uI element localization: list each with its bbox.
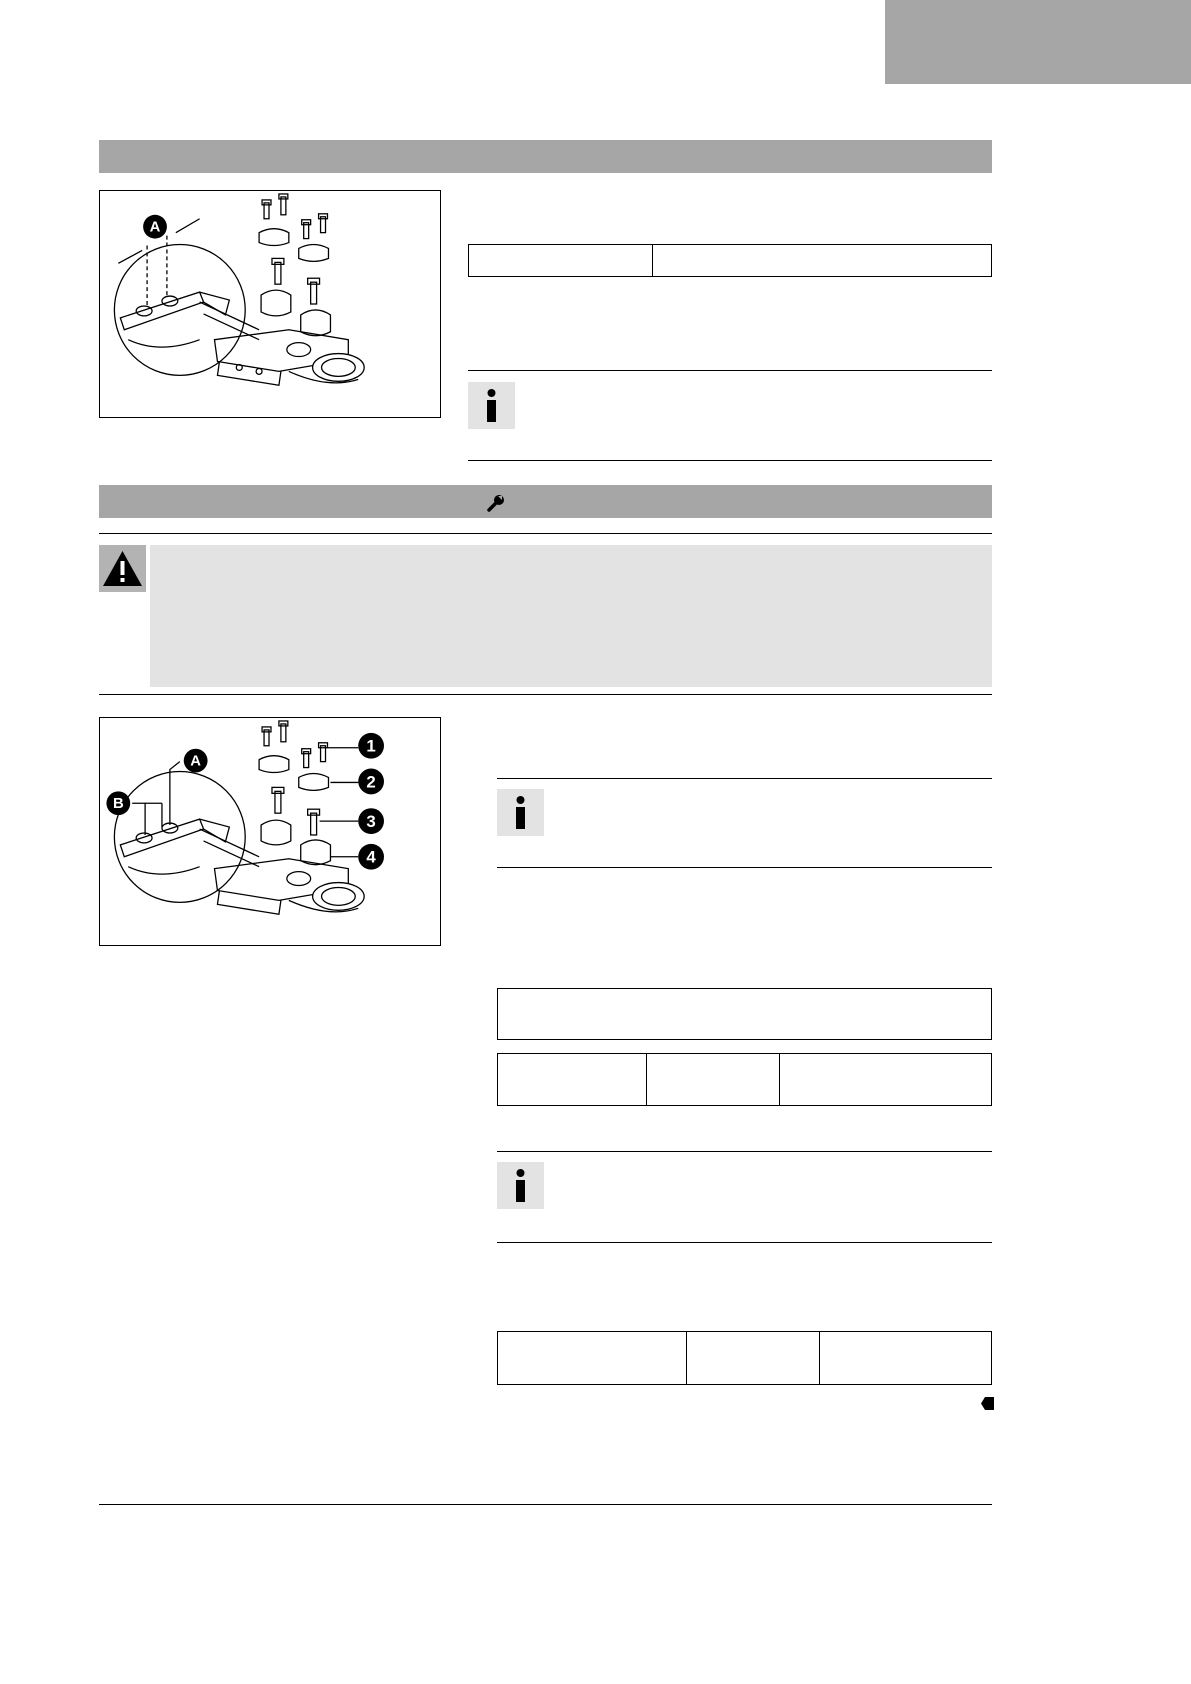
section-header-bar xyxy=(99,140,992,173)
warning-rule-top xyxy=(99,533,992,534)
warning-rule-bottom xyxy=(99,694,992,695)
spec-table-1 xyxy=(468,244,992,277)
warning-panel xyxy=(150,545,992,687)
spec-table-3-divider-1 xyxy=(686,1332,687,1384)
callout-4: 4 xyxy=(366,847,376,867)
note-3-rule-bottom xyxy=(497,1242,992,1243)
triple-clamp-illustration xyxy=(100,191,440,417)
spec-table-2 xyxy=(497,1053,992,1106)
note-rule-top xyxy=(468,370,992,371)
end-of-section-icon xyxy=(981,1397,994,1410)
callout-A: A xyxy=(149,219,161,236)
info-icon xyxy=(497,789,544,836)
spec-box-full xyxy=(497,988,992,1040)
footer-rule xyxy=(99,1504,992,1505)
note-2-rule-top xyxy=(497,778,992,779)
corner-page-tab xyxy=(885,0,1191,84)
spec-table-3-divider-2 xyxy=(819,1332,820,1384)
callout-3: 3 xyxy=(366,812,376,832)
callout-1: 1 xyxy=(366,736,376,756)
figure-triple-clamp-offset xyxy=(99,190,441,418)
note-2-rule-bottom xyxy=(497,867,992,868)
spec-table-3 xyxy=(497,1331,992,1385)
note-3-rule-top xyxy=(497,1151,992,1152)
spec-table-2-divider-2 xyxy=(779,1054,780,1105)
warning-triangle-icon xyxy=(99,545,146,592)
triple-clamp-exploded-illustration xyxy=(100,718,440,945)
figure-triple-clamp-parts xyxy=(99,717,441,946)
callout-2: 2 xyxy=(366,772,376,792)
info-icon xyxy=(468,382,515,429)
spec-table-2-divider-1 xyxy=(646,1054,647,1105)
callout-B: B xyxy=(112,796,124,813)
wrench-icon xyxy=(486,493,506,513)
callout-A: A xyxy=(190,753,202,770)
info-icon xyxy=(497,1162,544,1209)
section-header-bar-2 xyxy=(99,485,992,518)
note-rule-bottom xyxy=(468,460,992,461)
spec-table-1-divider xyxy=(652,245,653,276)
